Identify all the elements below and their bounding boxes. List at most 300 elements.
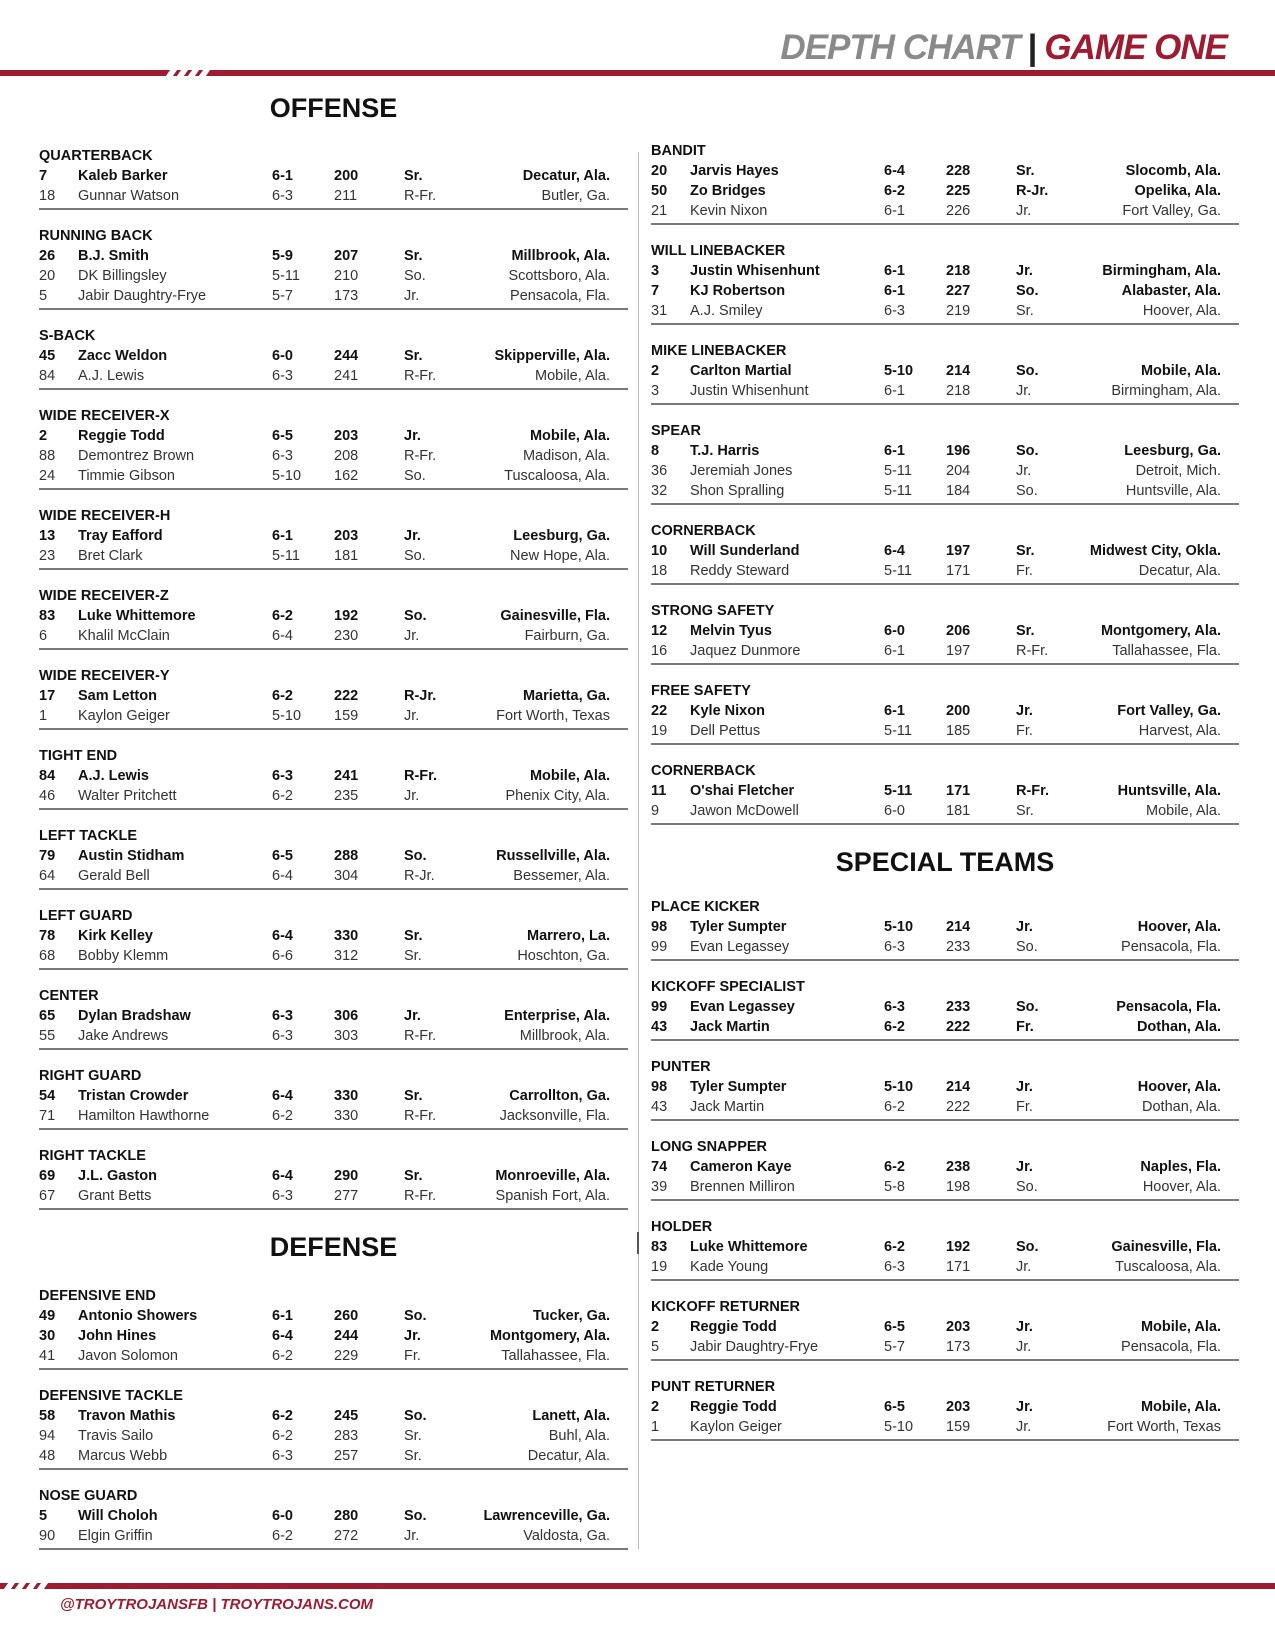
player-name: Reggie Todd <box>690 1319 777 1335</box>
player-class: Jr. <box>1016 383 1032 399</box>
position-group <box>651 762 1239 825</box>
player-number: 8 <box>651 443 660 459</box>
special-teams-groups <box>651 898 1239 1441</box>
player-row <box>651 1417 1239 1437</box>
position-heading: LONG SNAPPER <box>651 1139 768 1155</box>
player-row <box>651 1257 1239 1277</box>
player-class: So. <box>1016 283 1039 299</box>
player-weight: 219 <box>946 303 971 319</box>
player-name: Kirk Kelley <box>78 928 153 944</box>
player-row <box>651 1397 1239 1417</box>
player-weight: 312 <box>334 948 359 964</box>
player-name: Jabir Daughtry-Frye <box>690 1339 819 1355</box>
player-height: 6-2 <box>272 1428 293 1444</box>
player-class: R-Fr. <box>404 1028 437 1044</box>
player-name: DK Billingsley <box>78 268 167 284</box>
player-name: Gerald Bell <box>78 868 150 884</box>
player-number: 84 <box>39 768 56 784</box>
player-name: Reddy Steward <box>690 563 790 579</box>
player-weight: 222 <box>946 1019 971 1035</box>
player-height: 6-3 <box>884 939 905 955</box>
player-name: Cameron Kaye <box>690 1159 792 1175</box>
player-row <box>39 1026 628 1046</box>
player-row <box>39 766 628 786</box>
position-group <box>651 1378 1239 1441</box>
player-row <box>39 286 628 306</box>
player-class: Fr. <box>1016 563 1033 579</box>
player-row <box>651 161 1239 181</box>
position-group <box>651 682 1239 745</box>
position-group <box>651 522 1239 585</box>
column-divider <box>638 152 639 1549</box>
position-group <box>39 907 628 970</box>
player-weight: 330 <box>334 928 359 944</box>
player-hometown: Gainesville, Fla. <box>1111 1239 1221 1255</box>
player-class: Fr. <box>1016 1099 1033 1115</box>
player-weight: 306 <box>334 1008 359 1024</box>
player-class: Sr. <box>404 1168 423 1184</box>
player-name: Tray Eafford <box>78 528 163 544</box>
player-weight: 222 <box>334 688 359 704</box>
player-height: 6-4 <box>272 1168 293 1184</box>
player-height: 6-3 <box>272 188 293 204</box>
player-weight: 185 <box>946 723 971 739</box>
player-row <box>39 1506 628 1526</box>
player-height: 6-4 <box>272 928 293 944</box>
player-hometown: Butler, Ga. <box>541 188 610 204</box>
position-group <box>651 1218 1239 1281</box>
player-weight: 304 <box>334 868 359 884</box>
player-number: 68 <box>39 948 56 964</box>
player-row <box>39 626 628 646</box>
player-class: R-Fr. <box>404 448 437 464</box>
player-weight: 280 <box>334 1508 359 1524</box>
player-height: 6-1 <box>272 1308 293 1324</box>
player-row <box>651 701 1239 721</box>
player-row <box>651 917 1239 937</box>
player-weight: 330 <box>334 1088 359 1104</box>
player-hometown: Pensacola, Fla. <box>1121 939 1221 955</box>
player-row <box>39 1166 628 1186</box>
player-weight: 260 <box>334 1308 359 1324</box>
player-hometown: Huntsville, Ala. <box>1117 783 1221 799</box>
player-name: Walter Pritchett <box>78 788 177 804</box>
player-class: So. <box>1016 1239 1039 1255</box>
player-name: Evan Legassey <box>690 939 790 955</box>
player-class: So. <box>1016 1179 1038 1195</box>
position-group <box>39 1147 628 1210</box>
player-class: Jr. <box>404 528 421 544</box>
player-number: 7 <box>651 283 660 299</box>
player-name: Jaquez Dunmore <box>690 643 801 659</box>
player-row <box>39 186 628 206</box>
position-heading: RUNNING BACK <box>39 228 153 244</box>
player-weight: 208 <box>334 448 359 464</box>
player-class: So. <box>1016 999 1039 1015</box>
player-class: R-Fr. <box>404 368 437 384</box>
player-hometown: Russellville, Ala. <box>496 848 610 864</box>
player-weight: 162 <box>334 468 359 484</box>
player-weight: 257 <box>334 1448 359 1464</box>
player-number: 79 <box>39 848 56 864</box>
position-group <box>651 1058 1239 1121</box>
player-weight: 210 <box>334 268 359 284</box>
player-number: 78 <box>39 928 56 944</box>
player-number: 26 <box>39 248 56 264</box>
player-weight: 198 <box>946 1179 971 1195</box>
player-row <box>39 166 628 186</box>
player-height: 6-0 <box>884 803 905 819</box>
player-height: 6-1 <box>272 528 293 544</box>
player-row <box>39 1006 628 1026</box>
header-title-game-one: GAME ONE <box>1044 28 1227 67</box>
player-weight: 241 <box>334 368 359 384</box>
player-hometown: Harvest, Ala. <box>1138 723 1221 739</box>
column-divider-tick <box>637 1232 639 1254</box>
player-row <box>651 381 1239 401</box>
player-height: 6-3 <box>884 303 905 319</box>
player-hometown: Mobile, Ala. <box>529 428 610 444</box>
player-height: 6-3 <box>272 448 293 464</box>
player-number: 19 <box>651 1259 668 1275</box>
player-height: 6-2 <box>272 788 293 804</box>
player-row <box>651 481 1239 501</box>
player-height: 6-2 <box>884 183 905 199</box>
player-height: 6-4 <box>884 543 905 559</box>
player-hometown: Hoschton, Ga. <box>517 948 610 964</box>
player-name: Evan Legassey <box>690 999 795 1015</box>
player-hometown: Slocomb, Ala. <box>1125 163 1221 179</box>
player-name: Travis Sailo <box>78 1428 154 1444</box>
player-height: 6-1 <box>884 203 905 219</box>
position-group <box>39 987 628 1050</box>
player-number: 20 <box>651 163 668 179</box>
player-number: 83 <box>651 1239 668 1255</box>
player-row <box>651 1317 1239 1337</box>
player-number: 46 <box>39 788 56 804</box>
player-height: 6-3 <box>272 1448 293 1464</box>
player-hometown: Tallahassee, Fla. <box>501 1348 610 1364</box>
player-row <box>651 1017 1239 1037</box>
player-class: Jr. <box>1016 1079 1033 1095</box>
player-height: 6-3 <box>884 999 905 1015</box>
player-name: O'shai Fletcher <box>690 783 795 799</box>
player-weight: 290 <box>334 1168 359 1184</box>
player-hometown: Fort Worth, Texas <box>1107 1419 1221 1435</box>
player-class: R-Fr. <box>1016 783 1050 799</box>
player-hometown: Decatur, Ala. <box>1138 563 1221 579</box>
player-row <box>651 201 1239 221</box>
position-heading: DEFENSIVE END <box>39 1288 156 1304</box>
player-weight: 330 <box>334 1108 359 1124</box>
player-weight: 207 <box>334 248 359 264</box>
position-heading: CENTER <box>39 988 99 1004</box>
player-height: 6-4 <box>272 1088 293 1104</box>
player-number: 69 <box>39 1168 56 1184</box>
player-row <box>651 997 1239 1017</box>
player-hometown: Enterprise, Ala. <box>504 1008 610 1024</box>
player-height: 6-1 <box>884 703 905 719</box>
player-height: 6-2 <box>884 1019 905 1035</box>
player-number: 55 <box>39 1028 56 1044</box>
position-heading: RIGHT TACKLE <box>39 1148 146 1164</box>
player-name: John Hines <box>78 1328 157 1344</box>
player-number: 71 <box>39 1108 56 1124</box>
player-number: 98 <box>651 1079 668 1095</box>
player-name: Jack Martin <box>690 1019 770 1035</box>
player-row <box>39 446 628 466</box>
player-name: Tyler Sumpter <box>690 919 787 935</box>
player-name: Austin Stidham <box>78 848 185 864</box>
player-number: 22 <box>651 703 668 719</box>
player-height: 6-3 <box>272 768 293 784</box>
player-class: Sr. <box>1016 543 1035 559</box>
position-heading: KICKOFF RETURNER <box>651 1299 801 1315</box>
player-weight: 227 <box>946 283 971 299</box>
player-number: 23 <box>39 548 56 564</box>
player-class: R-Fr. <box>1016 643 1049 659</box>
player-name: Justin Whisenhunt <box>690 383 809 399</box>
player-hometown: Buhl, Ala. <box>548 1428 610 1444</box>
player-number: 5 <box>39 288 48 304</box>
player-weight: 181 <box>334 548 359 564</box>
player-height: 6-2 <box>272 1408 293 1424</box>
player-height: 6-3 <box>272 1188 293 1204</box>
player-name: Shon Spralling <box>690 483 785 499</box>
player-row <box>651 441 1239 461</box>
player-number: 98 <box>651 919 668 935</box>
player-number: 83 <box>39 608 56 624</box>
player-class: So. <box>404 468 426 484</box>
player-hometown: Lawrenceville, Ga. <box>483 1508 610 1524</box>
player-weight: 233 <box>946 999 971 1015</box>
player-name: T.J. Harris <box>690 443 760 459</box>
player-name: Timmie Gibson <box>78 468 175 484</box>
player-name: Zacc Weldon <box>78 348 168 364</box>
player-weight: 226 <box>946 203 971 219</box>
player-hometown: Pensacola, Fla. <box>1121 1339 1221 1355</box>
player-height: 5-7 <box>884 1339 905 1355</box>
player-name: Bobby Klemm <box>78 948 169 964</box>
player-hometown: Jacksonville, Fla. <box>499 1108 610 1124</box>
player-hometown: Carrollton, Ga. <box>509 1088 610 1104</box>
player-name: Javon Solomon <box>78 1348 178 1364</box>
player-name: Justin Whisenhunt <box>690 263 820 279</box>
player-class: R-Jr. <box>1016 183 1049 199</box>
player-name: Khalil McClain <box>78 628 170 644</box>
player-height: 6-2 <box>272 1528 293 1544</box>
player-weight: 159 <box>946 1419 971 1435</box>
player-hometown: Mobile, Ala. <box>1146 803 1221 819</box>
player-hometown: Mobile, Ala. <box>1140 363 1221 379</box>
player-hometown: Skipperville, Ala. <box>494 348 610 364</box>
position-heading: WILL LINEBACKER <box>651 243 786 259</box>
player-height: 6-3 <box>272 368 293 384</box>
player-class: Jr. <box>404 788 420 804</box>
player-weight: 225 <box>946 183 971 199</box>
player-height: 5-10 <box>272 468 302 484</box>
player-height: 6-4 <box>272 628 293 644</box>
player-row <box>651 561 1239 581</box>
player-number: 3 <box>651 383 660 399</box>
player-row <box>651 461 1239 481</box>
player-weight: 241 <box>334 768 359 784</box>
player-height: 5-10 <box>272 708 302 724</box>
position-group <box>39 667 628 730</box>
player-weight: 200 <box>334 168 359 184</box>
player-hometown: Montgomery, Ala. <box>1100 623 1221 639</box>
player-hometown: Leesburg, Ga. <box>1124 443 1221 459</box>
player-row <box>651 361 1239 381</box>
player-class: Jr. <box>1016 703 1033 719</box>
player-hometown: Midwest City, Okla. <box>1089 543 1221 559</box>
player-height: 6-2 <box>884 1099 905 1115</box>
player-number: 1 <box>39 708 48 724</box>
player-weight: 192 <box>946 1239 971 1255</box>
player-number: 12 <box>651 623 668 639</box>
player-hometown: Naples, Fla. <box>1140 1159 1221 1175</box>
player-class: Jr. <box>1016 1319 1033 1335</box>
player-name: Bret Clark <box>78 548 143 564</box>
player-hometown: Hoover, Ala. <box>1142 1179 1221 1195</box>
player-number: 39 <box>651 1179 668 1195</box>
player-height: 6-2 <box>272 1348 293 1364</box>
player-class: Sr. <box>404 948 422 964</box>
player-name: Travon Mathis <box>78 1408 176 1424</box>
player-class: Sr. <box>404 1428 422 1444</box>
player-name: Will Sunderland <box>690 543 800 559</box>
player-row <box>39 366 628 386</box>
player-weight: 197 <box>946 643 971 659</box>
player-class: Sr. <box>404 1448 422 1464</box>
position-heading: MIKE LINEBACKER <box>651 343 787 359</box>
footer-social-links: @TROYTROJANSFB | TROYTROJANS.COM <box>60 1596 374 1613</box>
player-name: Tyler Sumpter <box>690 1079 787 1095</box>
player-hometown: Hoover, Ala. <box>1137 919 1221 935</box>
player-height: 6-2 <box>272 608 293 624</box>
player-class: Jr. <box>1016 263 1033 279</box>
player-row <box>651 1097 1239 1117</box>
player-number: 48 <box>39 1448 56 1464</box>
player-number: 2 <box>651 1319 660 1335</box>
player-row <box>39 846 628 866</box>
player-number: 9 <box>651 803 660 819</box>
position-group <box>651 142 1239 225</box>
player-class: R-Fr. <box>404 188 437 204</box>
player-height: 5-11 <box>884 563 912 579</box>
position-group <box>39 827 628 890</box>
player-row <box>651 301 1239 321</box>
player-hometown: Pensacola, Fla. <box>1116 999 1221 1015</box>
player-hometown: New Hope, Ala. <box>510 548 610 564</box>
player-row <box>39 1326 628 1346</box>
player-name: Kaylon Geiger <box>78 708 170 724</box>
player-row <box>39 706 628 726</box>
position-heading: QUARTERBACK <box>39 148 153 164</box>
player-class: So. <box>1016 483 1038 499</box>
player-row <box>39 606 628 626</box>
player-weight: 245 <box>334 1408 359 1424</box>
player-class: R-Fr. <box>404 1108 437 1124</box>
player-hometown: Pensacola, Fla. <box>510 288 610 304</box>
player-class: Jr. <box>404 1008 421 1024</box>
player-row <box>651 721 1239 741</box>
player-height: 6-0 <box>884 623 905 639</box>
player-height: 6-3 <box>272 1008 293 1024</box>
player-height: 5-8 <box>884 1179 905 1195</box>
player-hometown: Gainesville, Fla. <box>500 608 610 624</box>
defense-title: DEFENSE <box>269 1232 398 1262</box>
player-number: 19 <box>651 723 668 739</box>
player-name: Kevin Nixon <box>690 203 768 219</box>
player-row <box>651 1157 1239 1177</box>
player-height: 6-5 <box>272 428 293 444</box>
position-group <box>651 1138 1239 1201</box>
player-name: Kyle Nixon <box>690 703 765 719</box>
player-row <box>39 686 628 706</box>
player-number: 36 <box>651 463 668 479</box>
player-hometown: Millbrook, Ala. <box>519 1028 610 1044</box>
player-hometown: Birmingham, Ala. <box>1111 383 1221 399</box>
player-row <box>651 641 1239 661</box>
player-height: 6-1 <box>884 643 905 659</box>
defense-groups-left <box>39 1287 628 1550</box>
player-height: 6-1 <box>884 283 905 299</box>
player-name: Dylan Bradshaw <box>78 1008 191 1024</box>
position-heading: HOLDER <box>651 1219 713 1235</box>
player-row <box>651 541 1239 561</box>
player-number: 31 <box>651 303 668 319</box>
player-name: B.J. Smith <box>78 248 149 264</box>
player-class: So. <box>404 1408 427 1424</box>
player-number: 17 <box>39 688 56 704</box>
player-row <box>39 426 628 446</box>
player-row <box>651 181 1239 201</box>
player-height: 6-2 <box>272 1108 293 1124</box>
defense-groups-right <box>651 142 1239 825</box>
player-number: 13 <box>39 528 56 544</box>
player-hometown: Tuscaloosa, Ala. <box>504 468 610 484</box>
player-hometown: Dothan, Ala. <box>1142 1099 1221 1115</box>
player-weight: 228 <box>946 163 971 179</box>
player-number: 3 <box>651 263 660 279</box>
player-number: 21 <box>651 203 668 219</box>
player-class: Sr. <box>1016 303 1034 319</box>
player-weight: 272 <box>334 1528 359 1544</box>
player-class: So. <box>1016 443 1039 459</box>
player-hometown: Mobile, Ala. <box>1140 1399 1221 1415</box>
player-height: 5-11 <box>884 483 912 499</box>
player-name: Grant Betts <box>78 1188 152 1204</box>
player-hometown: Fort Valley, Ga. <box>1117 703 1221 719</box>
player-hometown: Montgomery, Ala. <box>489 1328 610 1344</box>
player-row <box>39 1086 628 1106</box>
player-weight: 277 <box>334 1188 359 1204</box>
player-height: 5-9 <box>272 248 293 264</box>
player-weight: 200 <box>946 703 971 719</box>
player-height: 6-4 <box>272 868 293 884</box>
player-number: 84 <box>39 368 56 384</box>
player-height: 6-6 <box>272 948 293 964</box>
player-weight: 283 <box>334 1428 359 1444</box>
offense-title: OFFENSE <box>269 93 398 123</box>
player-class: R-Jr. <box>404 868 435 884</box>
position-group <box>39 1387 628 1470</box>
player-number: 64 <box>39 868 56 884</box>
player-weight: 203 <box>334 428 359 444</box>
player-number: 11 <box>651 783 667 799</box>
player-row <box>651 1237 1239 1257</box>
